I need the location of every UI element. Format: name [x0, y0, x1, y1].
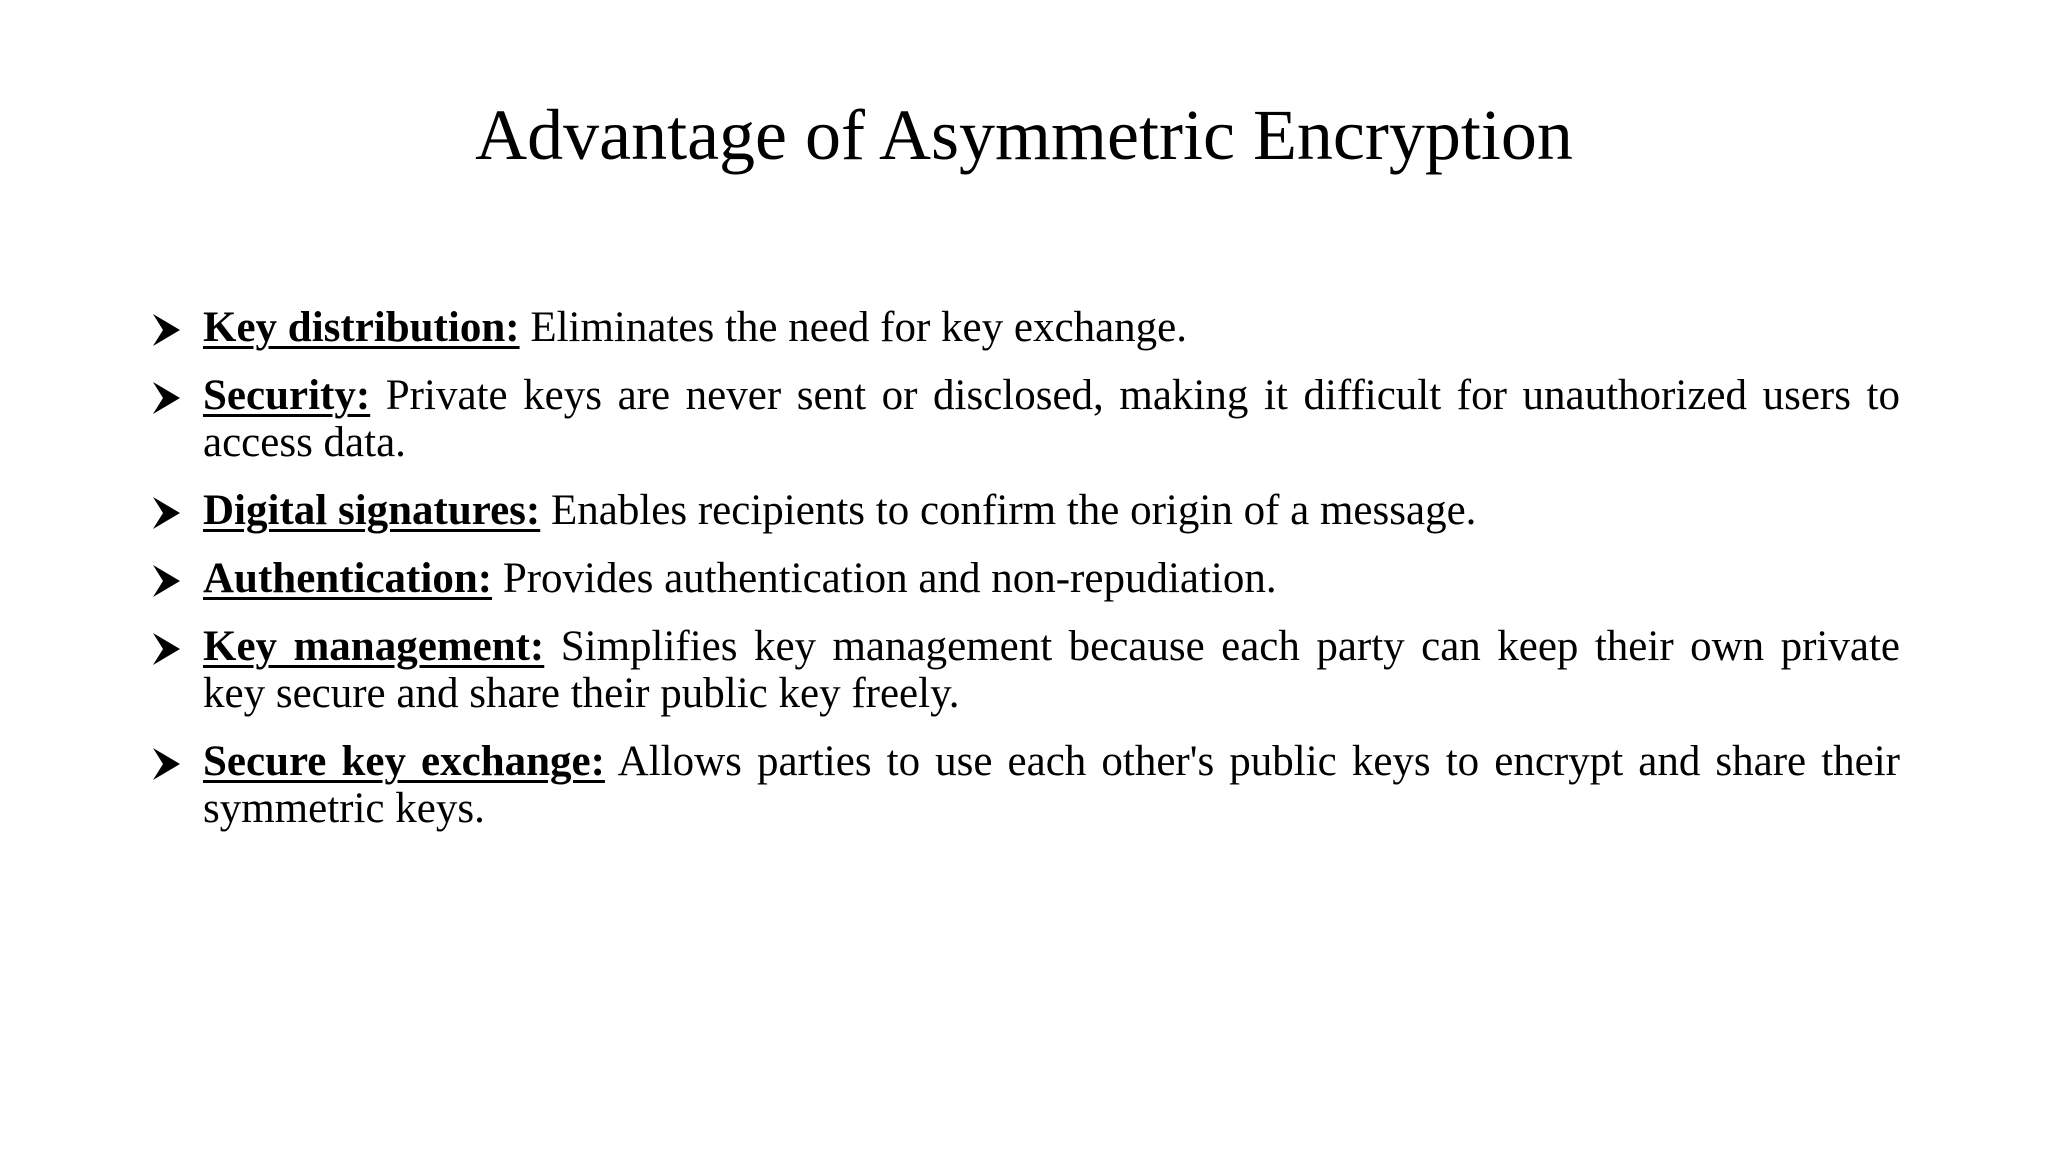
bullet-term: Security: [203, 372, 371, 419]
bullet-item [150, 304, 1900, 351]
bullet-term: Secure key exchange: [203, 738, 605, 785]
bullet-text: Enables recipients to confirm the origin of a message. [540, 487, 1477, 534]
bullet-term: Digital signatures: [203, 487, 541, 534]
bullet-text: Simplifies key management because each party can keep their own private key secure and share their public key freely. [203, 623, 1900, 717]
bullet-text: Allows parties to use each other's public keys to encrypt and share their symmetric keys. [203, 738, 1900, 832]
bullet-item [150, 738, 1900, 832]
arrow-bullet-icon [150, 306, 184, 350]
bullet-text: Provides authentication and non-repudiation. [492, 555, 1277, 602]
bullet-item [150, 623, 1900, 717]
bullet-list [150, 304, 1900, 853]
arrow-bullet-icon [150, 625, 184, 669]
bullet-item [150, 372, 1900, 466]
bullet-term: Key distribution: [203, 304, 520, 351]
arrow-bullet-icon [150, 557, 184, 601]
bullet-text: Private keys are never sent or disclosed, making it difficult for unauthorized users to access data. [203, 372, 1900, 466]
bullet-term: Authentication: [203, 555, 493, 602]
arrow-bullet-icon [150, 374, 184, 418]
slide-title: Advantage of Asymmetric Encryption [475, 95, 1573, 175]
bullet-term: Key management: [203, 623, 545, 670]
bullet-item [150, 555, 1900, 602]
arrow-bullet-icon [150, 740, 184, 784]
arrow-bullet-icon [150, 489, 184, 533]
bullet-text: Eliminates the need for key exchange. [519, 304, 1187, 351]
bullet-item [150, 487, 1900, 534]
